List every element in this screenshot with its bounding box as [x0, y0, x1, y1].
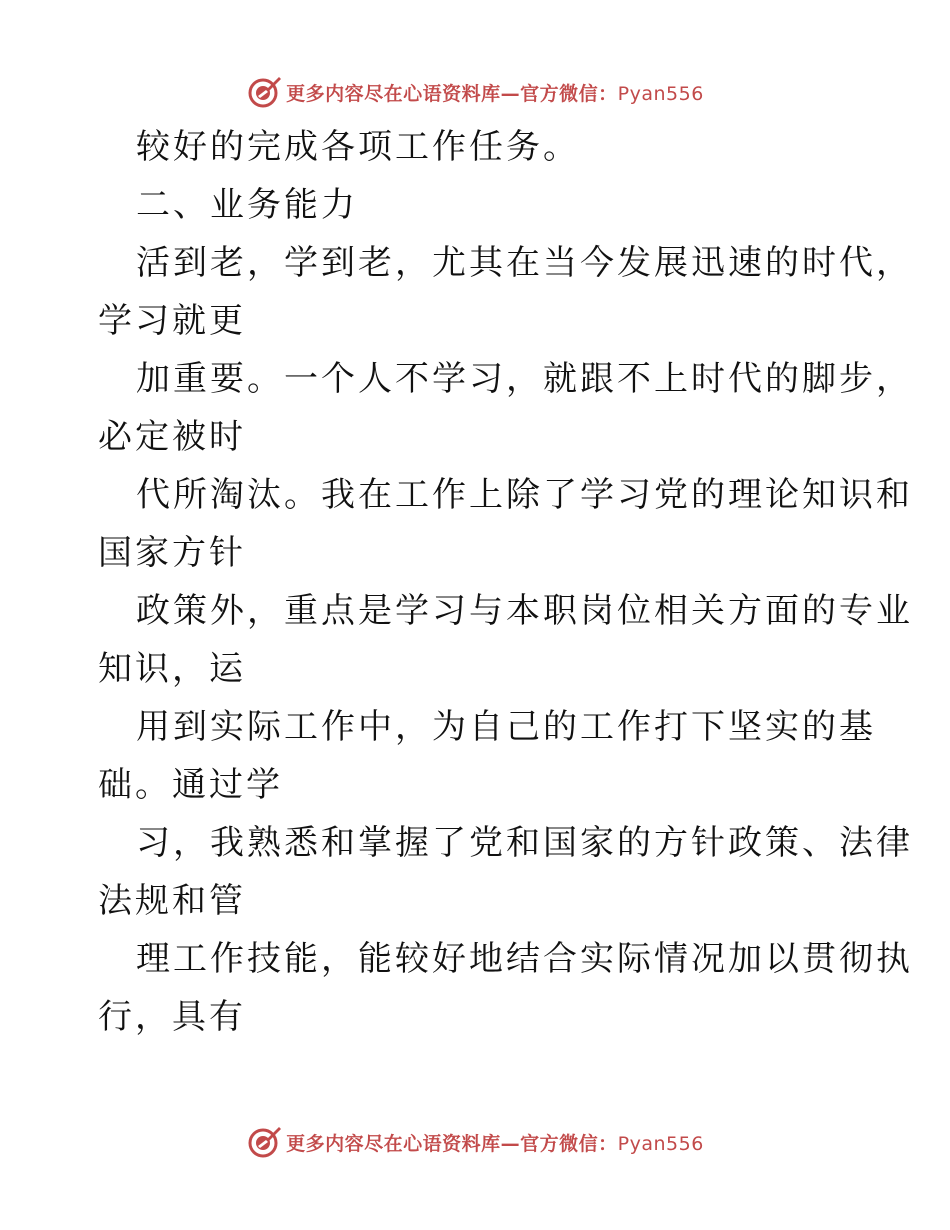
footer-banner [0, 1122, 950, 1162]
text-line: 行，具有 [98, 997, 246, 1037]
text-line: 理工作技能，能较好地结合实际情况加以贯彻执 [136, 939, 913, 979]
text-line: 政策外，重点是学习与本职岗位相关方面的专业 [136, 591, 913, 631]
pen-logo-icon [246, 74, 282, 110]
text-line: 础。通过学 [98, 765, 283, 805]
text-line: 较好的完成各项工作任务。 [136, 127, 580, 167]
header-wechat-id: Pyan556 [617, 82, 704, 105]
text-line: 知识，运 [98, 649, 246, 689]
footer-wechat-id: Pyan556 [617, 1132, 704, 1155]
text-line: 国家方针 [98, 533, 246, 573]
text-line: 活到老，学到老，尤其在当今发展迅速的时代， [136, 243, 913, 283]
header-banner-text: 更多内容尽在心语资料库—官方微信： [286, 82, 618, 105]
document-body [0, 118, 950, 1046]
text-line: 习，我熟悉和掌握了党和国家的方针政策、法律 [136, 823, 913, 863]
text-line: 加重要。一个人不学习，就跟不上时代的脚步， [136, 359, 913, 399]
pen-logo-icon [246, 1124, 282, 1160]
text-line: 用到实际工作中，为自己的工作打下坚实的基 [136, 707, 876, 747]
text-line: 必定被时 [98, 417, 246, 457]
text-line: 法规和管 [98, 881, 246, 921]
text-line: 学习就更 [98, 301, 246, 341]
header-banner [0, 72, 950, 112]
section-heading: 二、业务能力 [136, 185, 358, 225]
footer-banner-text: 更多内容尽在心语资料库—官方微信： [286, 1132, 618, 1155]
text-line: 代所淘汰。我在工作上除了学习党的理论知识和 [136, 475, 913, 515]
